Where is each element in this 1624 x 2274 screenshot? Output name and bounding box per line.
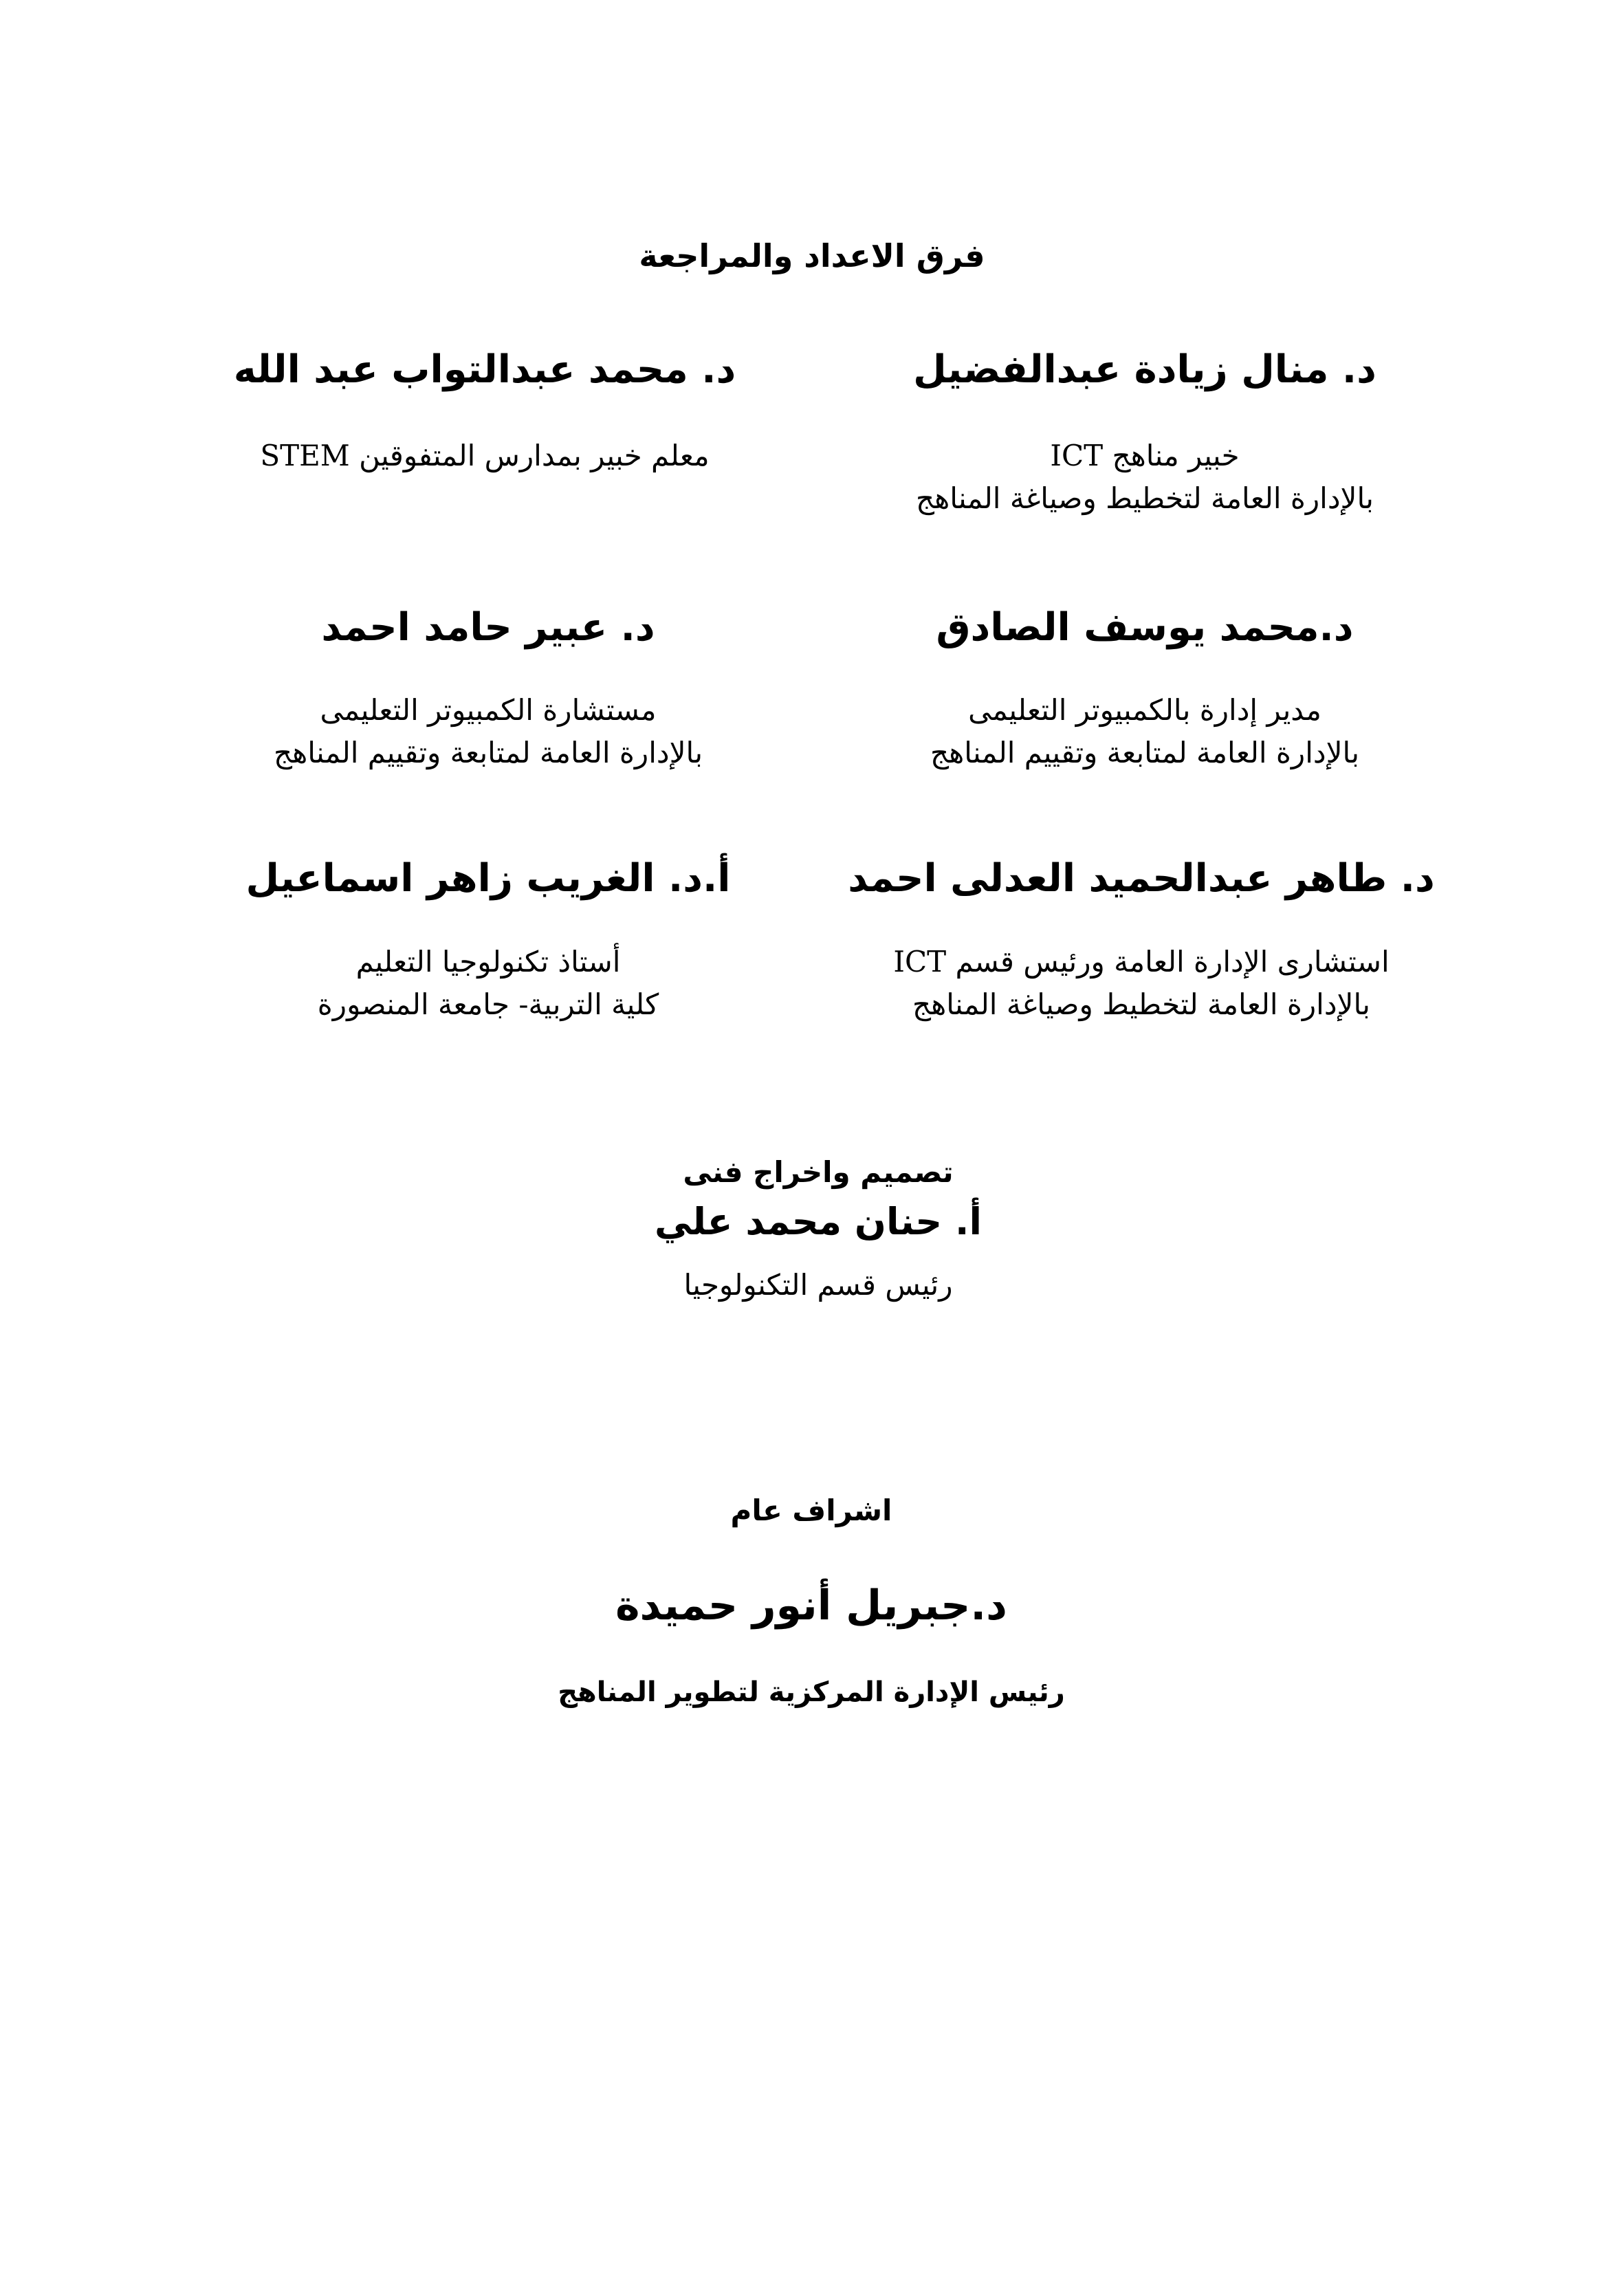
member-name: د. طاهر عبدالحميد العدلى احمد: [848, 856, 1435, 901]
member-role: [893, 941, 1389, 1026]
member-name: د. عبير حامد احمد: [321, 605, 655, 650]
member-name: أ.د. الغريب زاهر اسماعيل: [245, 856, 731, 901]
member-role-line: مستشارة الكمبيوتر التعليمى: [320, 693, 657, 727]
supervisor-role: رئيس الإدارة المركزية لتطوير المناهج: [558, 1676, 1065, 1708]
member-role-line: بالإدارة العامة لتخطيط وصياغة المناهج: [916, 481, 1374, 515]
designer-name: أ. حنان محمد علي: [654, 1200, 983, 1243]
designer-role: رئيس قسم التكنولوجيا: [683, 1268, 953, 1302]
member-role-line: خبير مناهج ICT: [1050, 439, 1240, 472]
member-role-line: بالإدارة العامة لتخطيط وصياغة المناهج: [912, 987, 1370, 1021]
member-role-line: كلية التربية- جامعة المنصورة: [317, 987, 659, 1021]
member-role-line: مدير إدارة بالكمبيوتر التعليمى: [968, 693, 1321, 727]
supervision-heading: اشراف عام: [730, 1494, 892, 1527]
member-role-line: بالإدارة العامة لمتابعة وتقييم المناهج: [273, 736, 703, 769]
member-role: [930, 689, 1359, 774]
member-name: د. محمد عبدالتواب عبد الله: [233, 347, 736, 392]
member-name: د. منال زيادة عبدالفضيل: [913, 347, 1376, 392]
member-role-line: استشارى الإدارة العامة ورئيس قسم ICT: [893, 945, 1390, 979]
member-role-line: بالإدارة العامة لمتابعة وتقييم المناهج: [930, 736, 1360, 769]
member-role-line: أستاذ تكنولوجيا التعليم: [355, 945, 621, 979]
member-name: د.محمد يوسف الصادق: [936, 605, 1354, 650]
member-role: [274, 689, 703, 774]
member-role-line: معلم خبير بمدارس المتفوقين STEM: [260, 439, 710, 472]
member-role: [318, 941, 659, 1026]
design-heading: تصميم واخراج فنى: [683, 1155, 954, 1189]
member-role: [916, 435, 1374, 520]
supervisor-name: د.جبريل أنور حميدة: [615, 1582, 1007, 1630]
page-title: فرق الاعداد والمراجعة: [639, 237, 985, 274]
member-role: [260, 435, 709, 477]
